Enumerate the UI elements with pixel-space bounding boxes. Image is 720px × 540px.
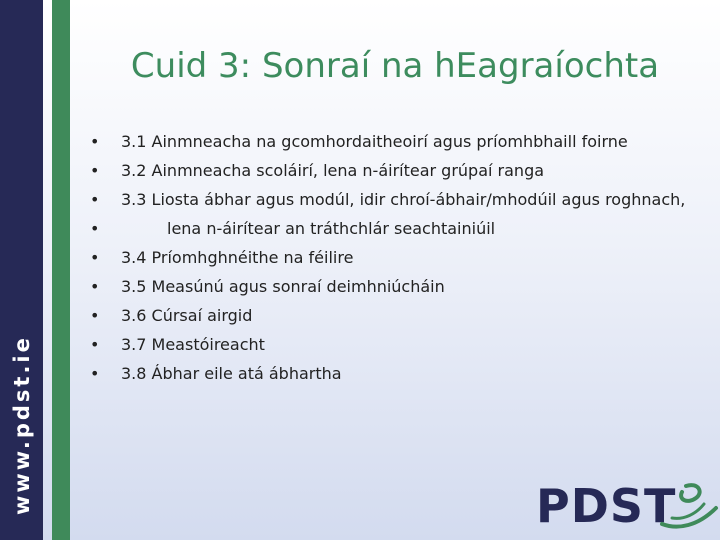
swoosh-icon	[658, 478, 720, 534]
list-item: • 3.2 Ainmneacha scoláirí, lena n-áirítear grúpaí ranga	[90, 156, 710, 185]
bullet-icon: •	[90, 364, 100, 383]
bullet-list	[90, 127, 710, 388]
slide-title: Cuid 3: Sonraí na hEagraíochta	[130, 46, 660, 86]
list-item: • 3.1 Ainmneacha na gcomhordaitheoirí agus príomhbhaill foirne	[90, 127, 710, 156]
list-item: • 3.8 Ábhar eile atá ábhartha	[90, 359, 710, 388]
bullet-icon: •	[90, 277, 100, 296]
list-item: • 3.7 Meastóireacht	[90, 330, 710, 359]
list-item: • 3.6 Cúrsaí airgid	[90, 301, 710, 330]
bullet-icon: •	[90, 161, 100, 180]
list-item: • 3.5 Measúnú agus sonraí deimhniúcháin	[90, 272, 710, 301]
logo-text: PDST	[536, 479, 677, 533]
bullet-icon: •	[90, 132, 100, 151]
bullet-icon: •	[90, 190, 100, 209]
list-item: • 3.4 Príomhghnéithe na féilire	[90, 243, 710, 272]
pdst-logo	[536, 478, 720, 534]
bullet-icon: •	[90, 306, 100, 325]
sidebar-green-bar	[52, 0, 70, 540]
bullet-icon: •	[90, 335, 100, 354]
bullet-icon: •	[90, 219, 100, 238]
list-item: • 3.3 Liosta ábhar agus modúl, idir chroí-ábhair/mhodúil agus roghnach,	[90, 185, 710, 214]
sidebar-url: www.pdst.ie	[10, 335, 34, 515]
list-item: • lena n-áirítear an tráthchlár seachtainiúil	[90, 214, 710, 243]
bullet-icon: •	[90, 248, 100, 267]
